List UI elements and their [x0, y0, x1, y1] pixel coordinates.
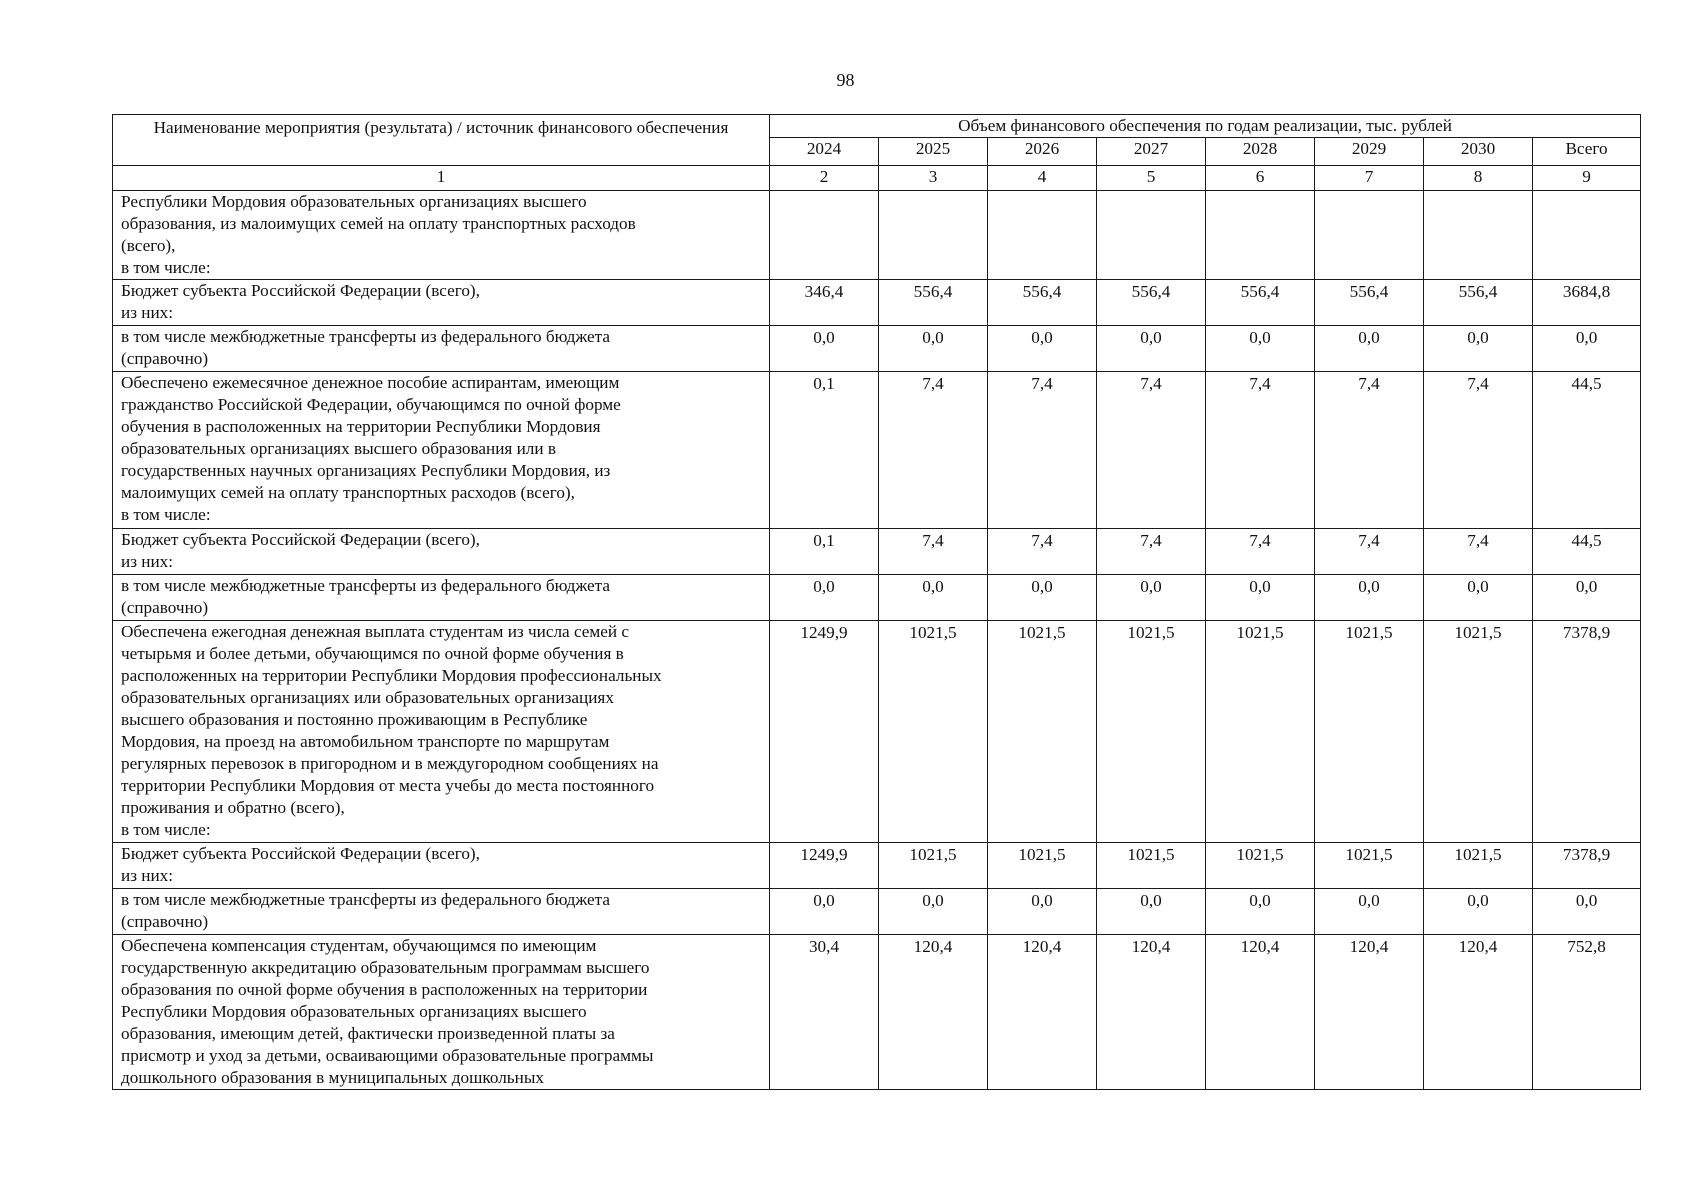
table-body — [113, 191, 1641, 1090]
header-year: 2028 — [1206, 138, 1315, 166]
total-cell: 7378,9 — [1533, 621, 1641, 843]
value-cell: 0,0 — [988, 889, 1097, 935]
value-cell: 0,0 — [879, 889, 988, 935]
value-cell: 1021,5 — [1424, 621, 1533, 843]
total-cell: 0,0 — [1533, 575, 1641, 621]
value-cell: 556,4 — [1097, 280, 1206, 326]
value-cell: 0,0 — [1424, 575, 1533, 621]
column-number: 5 — [1097, 166, 1206, 191]
column-number: 6 — [1206, 166, 1315, 191]
value-cell: 0,0 — [879, 575, 988, 621]
header-name-column: Наименование мероприятия (результата) / источник финансового обеспечения — [113, 115, 770, 166]
value-cell: 7,4 — [1206, 372, 1315, 529]
value-cell: 0,0 — [770, 326, 879, 372]
column-number: 2 — [770, 166, 879, 191]
value-cell — [1097, 191, 1206, 280]
value-cell: 120,4 — [879, 935, 988, 1090]
value-cell: 1249,9 — [770, 843, 879, 889]
table-row — [113, 935, 1641, 1090]
value-cell: 120,4 — [1315, 935, 1424, 1090]
value-cell — [988, 191, 1097, 280]
header-year: 2029 — [1315, 138, 1424, 166]
value-cell: 346,4 — [770, 280, 879, 326]
value-cell: 7,4 — [1097, 372, 1206, 529]
header-year: 2025 — [879, 138, 988, 166]
value-cell: 0,0 — [1315, 889, 1424, 935]
table-row — [113, 326, 1641, 372]
header-total: Всего — [1533, 138, 1641, 166]
table-row — [113, 372, 1641, 529]
value-cell: 1021,5 — [1206, 621, 1315, 843]
value-cell: 7,4 — [988, 529, 1097, 575]
value-cell: 0,0 — [1097, 326, 1206, 372]
value-cell: 0,0 — [770, 889, 879, 935]
row-name: Бюджет субъекта Российской Федерации (всего), из них: — [113, 843, 770, 889]
header-year: 2027 — [1097, 138, 1206, 166]
row-name: Обеспечена компенсация студентам, обучающимся по имеющим государственную аккредитацию образовательным программам высшего образования по очной форме обучения в расположенных на территории Республики Мордовия образовательных организациях высшего образования, имеющим детей, фактически произведенной платы за присмотр и уход за детьми, осваивающими образовательные программы дошкольного образования в муниципальных дошкольных — [113, 935, 770, 1090]
column-numbers-row — [113, 166, 1641, 191]
value-cell — [879, 191, 988, 280]
value-cell: 120,4 — [988, 935, 1097, 1090]
value-cell: 30,4 — [770, 935, 879, 1090]
value-cell: 7,4 — [1315, 372, 1424, 529]
value-cell: 7,4 — [879, 372, 988, 529]
value-cell: 1249,9 — [770, 621, 879, 843]
header-year: 2026 — [988, 138, 1097, 166]
row-name: Обеспечено ежемесячное денежное пособие аспирантам, имеющим гражданство Российской Федерации, обучающимся по очной форме обучения в расположенных на территории Республики Мордовия образовательных организациях высшего образования или в государственных научных организациях Республики Мордовия, из малоимущих семей на оплату транспортных расходов (всего), в том числе: — [113, 372, 770, 529]
value-cell: 0,0 — [1097, 575, 1206, 621]
value-cell — [1206, 191, 1315, 280]
header-volume-title: Объем финансового обеспечения по годам реализации, тыс. рублей — [770, 115, 1641, 138]
value-cell: 7,4 — [1097, 529, 1206, 575]
value-cell: 556,4 — [1424, 280, 1533, 326]
value-cell: 0,0 — [1097, 889, 1206, 935]
total-cell: 44,5 — [1533, 529, 1641, 575]
value-cell: 7,4 — [1424, 529, 1533, 575]
table-row — [113, 621, 1641, 843]
table-header — [113, 115, 1641, 191]
value-cell: 7,4 — [988, 372, 1097, 529]
value-cell: 120,4 — [1424, 935, 1533, 1090]
header-year: 2030 — [1424, 138, 1533, 166]
row-name: в том числе межбюджетные трансферты из федерального бюджета (справочно) — [113, 889, 770, 935]
value-cell: 556,4 — [988, 280, 1097, 326]
value-cell: 0,0 — [1206, 889, 1315, 935]
row-name: Бюджет субъекта Российской Федерации (всего), из них: — [113, 529, 770, 575]
column-number: 3 — [879, 166, 988, 191]
value-cell: 120,4 — [1206, 935, 1315, 1090]
row-name: в том числе межбюджетные трансферты из федерального бюджета (справочно) — [113, 575, 770, 621]
header-year: 2024 — [770, 138, 879, 166]
column-number: 4 — [988, 166, 1097, 191]
column-number: 1 — [113, 166, 770, 191]
column-number: 8 — [1424, 166, 1533, 191]
value-cell — [770, 191, 879, 280]
value-cell — [1315, 191, 1424, 280]
total-cell: 3684,8 — [1533, 280, 1641, 326]
value-cell — [1424, 191, 1533, 280]
value-cell: 556,4 — [879, 280, 988, 326]
total-cell: 752,8 — [1533, 935, 1641, 1090]
value-cell: 0,0 — [1206, 575, 1315, 621]
column-number: 9 — [1533, 166, 1641, 191]
value-cell: 556,4 — [1315, 280, 1424, 326]
value-cell: 0,0 — [1424, 326, 1533, 372]
row-name: в том числе межбюджетные трансферты из федерального бюджета (справочно) — [113, 326, 770, 372]
value-cell: 7,4 — [1424, 372, 1533, 529]
table-row — [113, 280, 1641, 326]
table-row — [113, 529, 1641, 575]
value-cell: 7,4 — [879, 529, 988, 575]
table-row — [113, 843, 1641, 889]
total-cell — [1533, 191, 1641, 280]
value-cell: 0,0 — [1315, 575, 1424, 621]
value-cell: 1021,5 — [988, 843, 1097, 889]
value-cell: 0,1 — [770, 529, 879, 575]
table-row — [113, 889, 1641, 935]
row-name: Бюджет субъекта Российской Федерации (всего), из них: — [113, 280, 770, 326]
value-cell: 0,0 — [988, 575, 1097, 621]
value-cell: 0,0 — [1206, 326, 1315, 372]
value-cell: 1021,5 — [1424, 843, 1533, 889]
total-cell: 0,0 — [1533, 326, 1641, 372]
value-cell: 1021,5 — [1315, 843, 1424, 889]
page-number: 98 — [836, 70, 855, 90]
row-name: Обеспечена ежегодная денежная выплата студентам из числа семей с четырьмя и более детьми, обучающимся по очной форме обучения в расположенных на территории Республики Мордовия профессиональных образовательных организациях или образовательных организациях высшего образования и постоянно проживающим в Республике Мордовия, на проезд на автомобильном транспорте по маршрутам регулярных перевозок в пригородном и в междугородном сообщениях на территории Республики Мордовия от места учебы до места постоянного проживания и обратно (всего), в том числе: — [113, 621, 770, 843]
value-cell: 1021,5 — [1315, 621, 1424, 843]
value-cell: 0,0 — [879, 326, 988, 372]
value-cell: 1021,5 — [1206, 843, 1315, 889]
value-cell: 1021,5 — [879, 621, 988, 843]
value-cell: 1021,5 — [1097, 843, 1206, 889]
value-cell: 0,1 — [770, 372, 879, 529]
total-cell: 44,5 — [1533, 372, 1641, 529]
value-cell: 7,4 — [1315, 529, 1424, 575]
value-cell: 0,0 — [1424, 889, 1533, 935]
value-cell: 556,4 — [1206, 280, 1315, 326]
value-cell: 1021,5 — [988, 621, 1097, 843]
financing-table — [112, 114, 1641, 1090]
value-cell: 0,0 — [770, 575, 879, 621]
value-cell: 7,4 — [1206, 529, 1315, 575]
value-cell: 120,4 — [1097, 935, 1206, 1090]
value-cell: 0,0 — [1315, 326, 1424, 372]
value-cell: 1021,5 — [879, 843, 988, 889]
column-number: 7 — [1315, 166, 1424, 191]
table-row — [113, 575, 1641, 621]
table-row — [113, 191, 1641, 280]
total-cell: 0,0 — [1533, 889, 1641, 935]
row-name: Республики Мордовия образовательных организациях высшего образования, из малоимущих семей на оплату транспортных расходов (всего), в том числе: — [113, 191, 770, 280]
value-cell: 0,0 — [988, 326, 1097, 372]
total-cell: 7378,9 — [1533, 843, 1641, 889]
value-cell: 1021,5 — [1097, 621, 1206, 843]
